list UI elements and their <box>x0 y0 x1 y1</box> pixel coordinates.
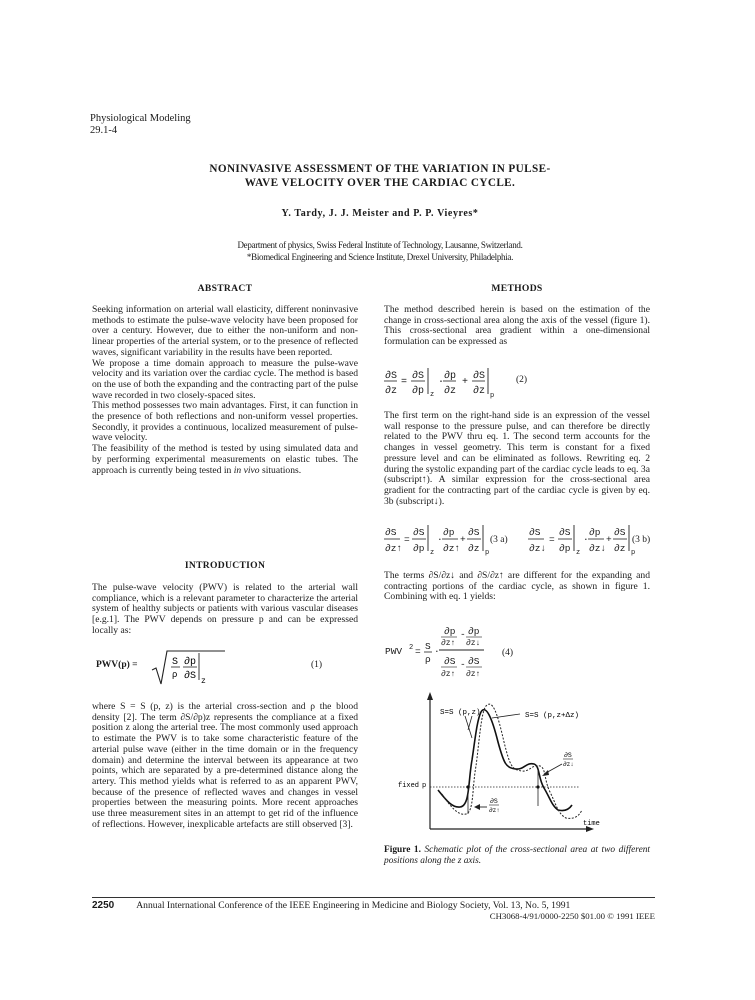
affiliations <box>150 240 610 263</box>
svg-text:·: · <box>583 534 589 545</box>
svg-text:∂p: ∂p <box>559 543 571 554</box>
svg-text:∂p: ∂p <box>184 657 197 668</box>
svg-text:∂z: ∂z <box>444 386 457 397</box>
svg-text:∂z: ∂z <box>385 386 398 397</box>
methods-paragraph-2: The first term on the right-hand side is an expression of the vessel wall response to the pressure pulse, and can therefore be directly related to the PWV thru eq. 1. The second term accounts for the changes in vessel geometry. This term is constant for a fixed pressure level and can be eliminated as follows. Rewriting eq. 2 during the systolic expanding part of the cardiac cycle leads to eq. 3a (subscript↑). A similar expression for the cross-sectional area gradient for the contracting part of the cardiac cycle is given by eq. 3b (subscript↓). <box>384 410 650 507</box>
svg-text:+: + <box>606 534 612 545</box>
abstract-paragraph-4 <box>92 444 358 476</box>
svg-text:+: + <box>460 534 466 545</box>
introduction-paragraph-2: where S = S (p, z) is the arterial cross-section and ρ the blood density [2]. The term ∂S/∂p)z represents the compliance at a fixed position z along the arterial tree. The most commonly used approach to estimate the PWV is to take some characteristic feature of the arterial pulse wave (either in the time domain or in the frequency domain) and determine the interval between its appearance at two points, which are separated by a pre-determined distance along the artery. This method yields what is referred to as an apparent PWV, because of the presence of reflected waves and changes in vessel properties between the measuring points. More recent approaches use three measurement sites in an attempt to get rid of the influence of reflections. However, inexplicable artefacts are still observed [3]. <box>92 701 358 830</box>
svg-text:z: z <box>201 677 206 686</box>
svg-text:∂z↓: ∂z↓ <box>563 761 574 768</box>
svg-text:∂S: ∂S <box>614 527 626 538</box>
eq1-lhs: PWV(p) = <box>96 660 138 670</box>
svg-text:=: = <box>404 534 410 545</box>
methods-paragraph-1: The method described herein is based on the estimation of the change in cross-sectional area along the axis of the vessel (figure 1). This cross-sectional area gradient within a one-dimensional formulation can be expressed as <box>384 304 650 348</box>
eq1-number-value: 1 <box>314 660 319 670</box>
equation-3 <box>384 523 654 559</box>
paper-title <box>150 162 610 190</box>
eq2-number: (2) <box>516 375 528 385</box>
svg-text:+: + <box>462 377 469 388</box>
svg-text:p: p <box>422 782 427 790</box>
abstract-p4-text: The feasibility of the method is tested by using simulated data and by performing experimental measurements on elastic tubes. The approach is currently being tested in <box>92 443 358 476</box>
svg-text:∂p: ∂p <box>589 527 601 538</box>
svg-text:∂S: ∂S <box>468 656 480 667</box>
authors: Y. Tardy, J. J. Meister and P. P. Vieyres* <box>281 208 479 219</box>
session-name: Physiological Modeling <box>90 113 191 124</box>
svg-text:∂p: ∂p <box>412 386 425 397</box>
eq1-number: (1) <box>311 660 323 670</box>
methods-heading: METHODS <box>491 283 543 294</box>
svg-text:·: · <box>438 377 445 388</box>
eq3a-number: (3 a) <box>490 535 508 545</box>
figure-caption-text: Schematic plot of the cross-sectional area at two different positions along the z axis. <box>384 845 651 866</box>
svg-text:∂S: ∂S <box>184 671 197 682</box>
session-code: 29.1-4 <box>90 125 118 136</box>
abstract-paragraph-1: Seeking information on arterial wall elasticity, different noninvasive methods to estimate the pulse-wave velocity have been proposed for over a century. However, due to either the non-uniform and non-linear properties of the arterial system, or to the presence of reflected waves, significant variability in the results have been reported. <box>92 304 358 358</box>
svg-text:S: S <box>425 641 431 652</box>
svg-text:=: = <box>549 534 555 545</box>
svg-text:-: - <box>460 629 466 640</box>
svg-text:∂z: ∂z <box>473 386 486 397</box>
abstract-p4-end: situations. <box>259 464 302 476</box>
svg-text:∂p: ∂p <box>413 543 425 554</box>
svg-text:∂S: ∂S <box>529 527 541 538</box>
svg-text:S: S <box>172 657 179 668</box>
svg-text:∂z↑: ∂z↑ <box>466 670 481 679</box>
title-line-2: WAVE VELOCITY OVER THE CARDIAC CYCLE. <box>244 177 516 189</box>
svg-text:z: z <box>576 549 581 557</box>
affiliation-1: Department of physics, Swiss Federal Institute of Technology, Lausanne, Switzerland. <box>237 240 523 250</box>
svg-text:PWV: PWV <box>385 646 403 657</box>
label-s2: S=S (p,z+Δz) <box>525 712 580 720</box>
introduction-paragraph-1: The pulse-wave velocity (PWV) is related to the arterial wall compliance, which is a relevant parameter to characterize the arterial system of healthy subjects or patients with various vascular diseases [e.g.1]. The PWV depends on pressure p and can be expressed locally as: <box>92 582 358 636</box>
svg-text:∂S: ∂S <box>473 371 486 382</box>
svg-text:∂z↑: ∂z↑ <box>441 670 456 679</box>
svg-text:∂z↑: ∂z↑ <box>443 543 461 554</box>
conference-name: Annual International Conference of the IEEE Engineering in Medicine and Biology Society, Vol. 13, No. 5, 1991 <box>136 900 571 911</box>
abstract-p4-italic: in vivo <box>233 464 260 476</box>
svg-text:-: - <box>460 659 466 670</box>
svg-text:∂z: ∂z <box>468 543 480 554</box>
figure-caption-label: Figure 1. <box>384 845 421 855</box>
title-line-1: NONINVASIVE ASSESSMENT OF THE VARIATION IN PULSE- <box>209 163 551 175</box>
svg-text:∂z↓: ∂z↓ <box>529 543 547 554</box>
equation-2 <box>384 366 584 400</box>
svg-text:z: z <box>430 549 435 557</box>
affiliation-2: *Biomedical Engineering and Science Institute, Drexel University, Philadelphia. <box>246 251 514 262</box>
svg-text:p: p <box>631 549 636 557</box>
svg-text:∂z↓: ∂z↓ <box>466 639 481 648</box>
equation-1 <box>96 650 362 690</box>
svg-text:z: z <box>430 391 435 399</box>
label-s1: S=S (p,z) <box>440 709 481 717</box>
svg-text:ρ: ρ <box>425 654 431 665</box>
svg-text:∂S: ∂S <box>412 371 425 382</box>
session-header <box>90 113 191 137</box>
svg-text:∂S: ∂S <box>413 527 425 538</box>
svg-text:∂z↑: ∂z↑ <box>489 807 500 814</box>
footer-conference <box>92 900 655 911</box>
page-number: 2250 <box>92 900 115 911</box>
svg-text:∂p: ∂p <box>444 626 456 637</box>
sqrt-symbol <box>150 648 230 688</box>
svg-text:·: · <box>434 646 440 657</box>
abstract-body <box>92 305 358 476</box>
svg-text:p: p <box>490 392 495 400</box>
svg-text:∂p: ∂p <box>444 371 457 382</box>
svg-text:·: · <box>437 534 443 545</box>
svg-text:∂p: ∂p <box>443 527 455 538</box>
svg-text:∂S: ∂S <box>564 752 572 759</box>
svg-text:∂p: ∂p <box>468 626 480 637</box>
svg-text:∂z↓: ∂z↓ <box>589 543 607 554</box>
svg-text:2: 2 <box>409 644 414 652</box>
svg-text:p: p <box>485 549 490 557</box>
abstract-paragraph-2: We propose a time domain approach to measure the pulse-wave velocity and its variation over the cardiac cycle. The method is based on the use of both the expanding and the contracting part of the pulse wave recorded in two closely-spaced sites. <box>92 357 358 401</box>
introduction-heading: INTRODUCTION <box>184 560 266 571</box>
svg-text:∂z↑: ∂z↑ <box>385 543 403 554</box>
svg-text:∂z: ∂z <box>614 543 626 554</box>
svg-text:∂S: ∂S <box>559 527 571 538</box>
svg-text:ρ: ρ <box>172 670 178 680</box>
footer-rule <box>92 897 655 898</box>
svg-text:∂S: ∂S <box>385 371 398 382</box>
svg-text:=: = <box>401 377 408 388</box>
abstract-paragraph-3: This method possesses two main advantages. First, it can function in the presence of both reflections and non-uniform vessel properties. Secondly, it provides a continuous, localized measurement of pulse-wave velocity. <box>92 400 358 444</box>
svg-text:∂S: ∂S <box>385 527 397 538</box>
abstract-heading: ABSTRACT <box>197 283 253 294</box>
methods-paragraph-3: The terms ∂S/∂z↓ and ∂S/∂z↑ are different for the expanding and contracting portions of the cardiac cycle, as shown in figure 1. Combining with eq. 1 yields: <box>384 570 650 603</box>
svg-text:=: = <box>415 646 421 657</box>
eq3b-number: (3 b) <box>632 535 651 545</box>
fixed-p-label: fixed <box>398 782 420 790</box>
svg-text:time: time <box>583 820 600 828</box>
svg-text:∂S: ∂S <box>468 527 480 538</box>
eq4-number: (4) <box>502 648 514 658</box>
figure-1-caption <box>384 845 650 866</box>
svg-text:∂z↑: ∂z↑ <box>441 639 456 648</box>
footer-copyright: CH3068-4/91/0000-2250 $01.00 © 1991 IEEE <box>489 911 655 921</box>
svg-text:∂S: ∂S <box>444 656 456 667</box>
svg-text:∂S: ∂S <box>490 798 498 805</box>
figure-1-plot <box>380 690 670 840</box>
